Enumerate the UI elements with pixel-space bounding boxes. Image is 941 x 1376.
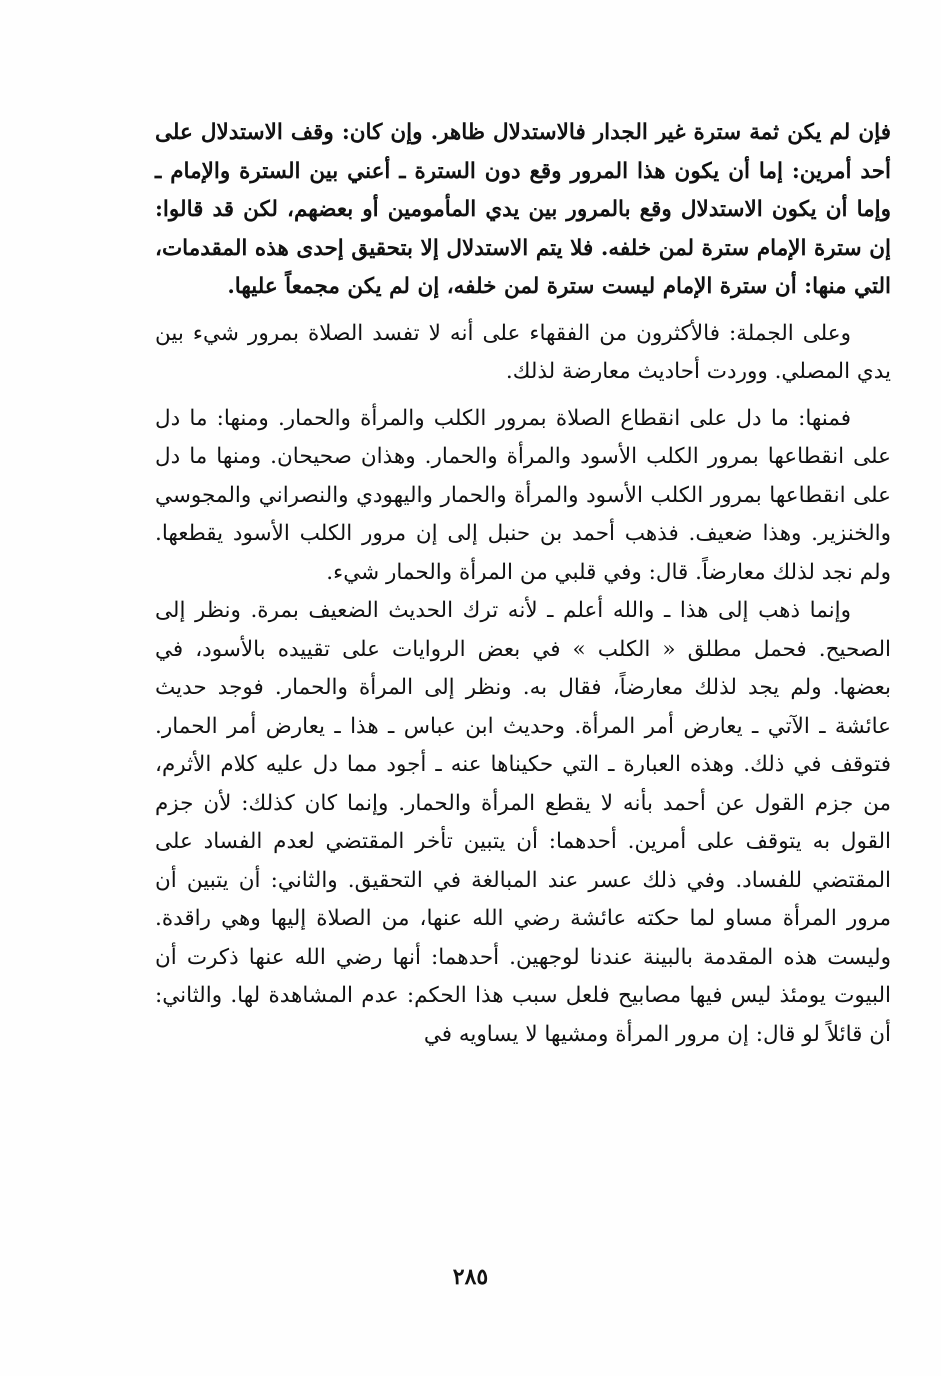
page-number: ٢٨٥ (452, 1264, 489, 1290)
paragraph-1: فإن لم يكن ثمة سترة غير الجدار فالاستدلال ظاهر. وإن كان: وقف الاستدلال على أحد أمرين: إما أن يكون هذا المرور وقع دون السترة ـ أعني بين السترة والإمام ـ وإما أن يكون الاستدلال وقع بالمرور بين يدي المأمومين أو بعضهم، لكن قد قالوا: إن سترة الإمام سترة لمن خلفه. فلا يتم الاستدلال إلا بتحقيق إحدى هذه المقدمات، التي منها: أن سترة الإمام ليست سترة لمن خلفه، إن لم يكن مجمعاً عليها. (155, 120, 891, 299)
body-text (155, 114, 891, 1054)
paragraph-3: فمنها: ما دل على انقطاع الصلاة بمرور الكلب والمرأة والحمار. ومنها: ما دل على انقطاعها بمرور الكلب الأسود والمرأة والحمار. وهذان صحيحان. ومنها ما دل على انقطاعها بمرور الكلب الأسود والمرأة والحمار واليهودي والنصراني والمجوسي والخنزير. وهذا ضعيف. فذهب أحمد بن حنبل إلى إن مرور الكلب الأسود يقطعها. ولم نجد لذلك معارضاً. قال: وفي قلبي من المرأة والحمار شيء. (155, 405, 891, 585)
paragraph-4: وإنما ذهب إلى هذا ـ والله أعلم ـ لأنه ترك الحديث الضعيف بمرة. ونظر إلى الصحيح. فحمل مطلق « الكلب » في بعض الروايات على تقييده بالأسود، في بعضها. ولم يجد لذلك معارضاً، فقال به. ونظر إلى المرأة والحمار. فوجد حديث عائشة ـ الآتي ـ يعارض أمر المرأة. وحديث ابن عباس ـ هذا ـ يعارض أمر الحمار. فتوقف في ذلك. وهذه العبارة ـ التي حكيناها عنه ـ أجود مما دل عليه كلام الأثرم، من جزم القول عن أحمد بأنه لا يقطع المرأة والحمار. وإنما كان كذلك: لأن جزم القول به يتوقف على أمرين. أحدهما: أن يتبين تأخر المقتضي لعدم الفساد على المقتضي للفساد. وفي ذلك عسر عند المبالغة في التحقيق. والثاني: أن يتبين أن مرور المرأة مساو لما حكته عائشة رضي الله عنها، من الصلاة إليها وهي راقدة. وليست هذه المقدمة بالبينة عندنا لوجهين. أحدهما: أنها رضي الله عنها ذكرت أن البيوت يومئذ ليس فيها مصابيح فلعل سبب هذا الحكم: عدم المشاهدة لها. والثاني: أن قائلاً لو قال: إن مرور المرأة ومشيها لا يساويه في (155, 598, 891, 1047)
paragraph-2: وعلى الجملة: فالأكثرون من الفقهاء على أنه لا تفسد الصلاة بمرور شيء بين يدي المصلي. ووردت أحاديث معارضة لذلك. (155, 320, 891, 384)
